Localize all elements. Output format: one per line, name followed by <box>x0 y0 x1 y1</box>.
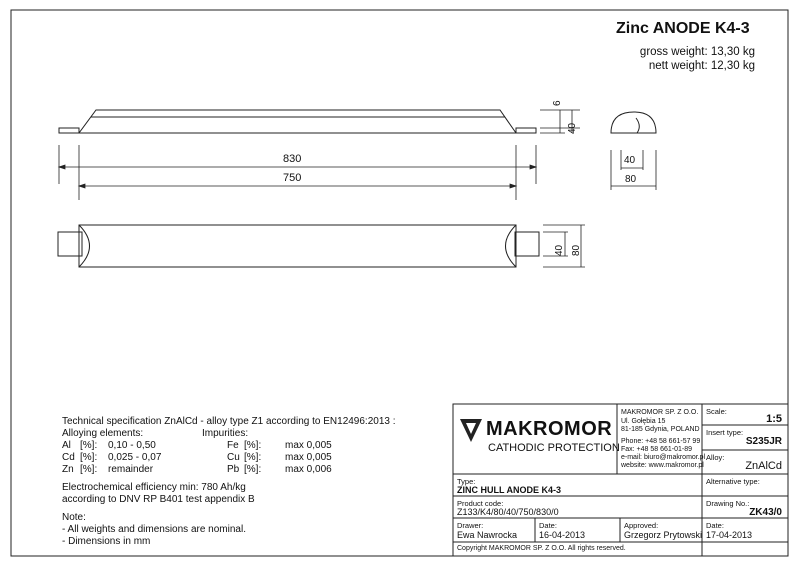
approved-value: Grzegorz Prytowski <box>624 530 703 540</box>
dim-40-end: 40 <box>624 155 636 166</box>
efficiency-line-1: Electrochemical efficiency min: 780 Ah/kg <box>62 482 246 493</box>
spec-row: Cd [%]: 0,025 - 0,07 Cu [%]: max 0,005 <box>62 452 332 463</box>
draw-date-label: Date: <box>539 521 557 530</box>
spec-row: Zn [%]: remainder Pb [%]: max 0,006 <box>62 464 332 475</box>
product-code-value: Z133/K4/80/40/750/830/0 <box>457 507 559 517</box>
dim-750: 750 <box>283 172 302 184</box>
dim-6: 6 <box>552 100 563 106</box>
drawer-label: Drawer: <box>457 521 484 530</box>
alternative-type-label: Alternative type: <box>706 477 760 486</box>
scale-label: Scale: <box>706 407 727 416</box>
nett-weight: nett weight: 12,30 kg <box>648 60 755 72</box>
dim-40-top: 40 <box>554 244 565 256</box>
drawing-title: Zinc ANODE K4-3 <box>616 20 750 37</box>
efficiency-line-2: according to DNV RP B401 test appendix B <box>62 494 255 505</box>
dim-80-top: 80 <box>571 244 582 256</box>
alloying-heading: Alloying elements: <box>62 428 144 439</box>
end-view <box>611 112 656 133</box>
dim-830: 830 <box>283 153 302 165</box>
type-label: Type: <box>457 477 476 486</box>
company-phone: Phone: +48 58 661-57 99 <box>621 438 701 445</box>
insert-type-value: S235JR <box>745 436 782 447</box>
impurities-heading: Impurities: <box>202 428 249 439</box>
dim-40-side: 40 <box>567 122 578 134</box>
alloy-value: ZnAlCd <box>745 460 782 472</box>
spec-heading: Technical specification ZnAlCd - alloy type Z1 according to EN12496:2013 : <box>62 416 396 427</box>
company-address-1: Ul. Gołębia 15 <box>621 418 666 425</box>
product-code-label: Product code: <box>457 499 504 508</box>
approved-label: Approved: <box>624 521 659 530</box>
company-email: e-mail: biuro@makromor.pl <box>621 454 706 461</box>
spec-row: Al [%]: 0,10 - 0,50 Fe [%]: max 0,005 <box>62 440 332 451</box>
draw-date-value: 16-04-2013 <box>539 530 586 540</box>
company-address-2: 81-185 Gdynia, POLAND <box>621 426 700 433</box>
note-1: - All weights and dimensions are nominal. <box>62 524 246 535</box>
scale-value: 1:5 <box>766 413 782 425</box>
makromor-logo-icon <box>460 419 482 442</box>
drawing-number-value: ZK43/0 <box>749 507 782 518</box>
top-view <box>58 225 539 267</box>
company-fax: Fax: +48 58 661-01-89 <box>621 446 693 453</box>
drawer-value: Ewa Nawrocka <box>457 530 518 540</box>
company-name: MAKROMOR SP. Z O.O. <box>621 409 699 416</box>
approve-date-value: 17-04-2013 <box>706 530 753 540</box>
alloy-label: Alloy: <box>706 453 725 462</box>
type-value: ZINC HULL ANODE K4-3 <box>457 485 562 495</box>
drawing-number-label: Drawing No.: <box>706 499 750 508</box>
brand-tagline: CATHODIC PROTECTION <box>488 442 620 454</box>
side-view <box>59 110 536 133</box>
note-heading: Note: <box>62 512 86 523</box>
approve-date-label: Date: <box>706 521 724 530</box>
technical-specification <box>62 416 396 548</box>
gross-weight: gross weight: 13,30 kg <box>639 46 755 58</box>
note-2: - Dimensions in mm <box>62 536 151 547</box>
copyright: Copyright MAKROMOR SP. Z O.O. All rights reserved. <box>457 545 626 552</box>
company-website: website: www.makromor.pl <box>621 462 704 469</box>
dim-80-end: 80 <box>625 174 637 185</box>
insert-type-label: Insert type: <box>706 428 744 437</box>
brand-name: MAKROMOR <box>486 418 613 440</box>
